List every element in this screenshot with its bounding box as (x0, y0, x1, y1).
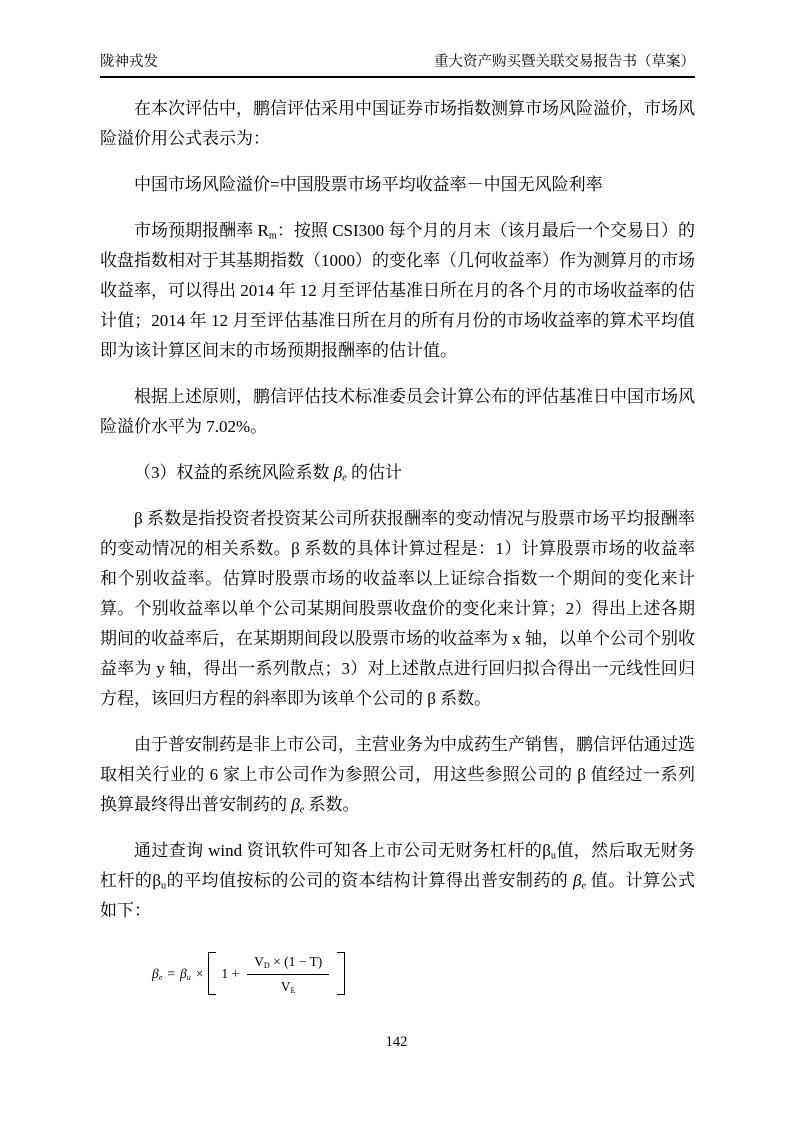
formula-lhs-beta-e: $\beta_e$ (152, 965, 163, 982)
formula-numerator: $V_D \times (1 - T)$ (247, 952, 329, 975)
heading-beta-estimation: （3）权益的系统风险系数 $\beta_e$ 的估计 (134, 463, 402, 484)
paragraph-expected-market-return: 市场预期报酬率 $R_m$：按照 CSI300 每个月的月末（该月最后一个交易日）的收盘指数相对于其基期指数（1000）的变化率（几何收益率）作为测算月的市场收益率，可以得出 2014 年 12 月至评估基准日所在月的各个月的市场收益率的估计值；2014 年 12 月至评估基准日所在月的所有月份的市场收益率的算术平均值即为该计算区间末的市场预期报酬率的估计值。 (100, 221, 695, 360)
header-company-name: 陇神戎发 (100, 54, 158, 70)
paragraph-risk-premium-intro: 在本次评估中，鹏信评估采用中国证券市场指数测算市场风险溢价，市场风险溢价用公式表示为： (100, 99, 695, 148)
formula-rhs-beta-u: $\beta_u$ (179, 965, 191, 982)
header-document-title: 重大资产购买暨关联交易报告书（草案） (434, 54, 695, 70)
formula-multiply-sign: × (195, 965, 204, 981)
formula-equals-sign: = (167, 965, 175, 981)
formula-right-bracket (337, 952, 345, 995)
paragraph-comparable-companies: 由于普安制药是非上市公司，主营业务为中成药生产销售，鹏信评估通过选取相关行业的 6 家上市公司作为参照公司，用这些参照公司的 β 值经过一系列换算最终得出普安制药的 $\beta_e$ 系数。 (100, 735, 695, 816)
formula-fraction (247, 952, 329, 995)
page-number: 142 (385, 1034, 408, 1050)
document-content (100, 94, 695, 995)
paragraph-risk-premium-result: 根据上述原则，鹏信评估技术标准委员会计算公布的评估基准日中国市场风险溢价水平为 7.02%。 (100, 387, 695, 436)
formula-left-bracket (208, 952, 216, 995)
formula-denominator: $V_E$ (280, 979, 296, 996)
formula-one-plus: 1 + (221, 965, 240, 981)
page-header (100, 50, 695, 78)
paragraph-beta-definition: β 系数是指投资者投资某公司所获报酬率的变动情况与股票市场平均报酬率的变动情况的相关系数。β 系数的具体计算过程是：1）计算股票市场的收益率和个别收益率。估算时股票市场的收益率以上证综合指数一个期间的变化来计算。个别收益率以单个公司某期间股票收盘价的变化来计算；2）得出上述各期期间的收益率后，在某期期间段以股票市场的收益率为 x 轴，以单个公司个别收益率为 y 轴，得出一系列散点；3）对上述散点进行回归拟合得出一元线性回归方程，该回归方程的斜率即为该单个公司的 β 系数。 (100, 509, 695, 708)
beta-conversion-formula (152, 952, 695, 995)
paragraph-wind-beta-calculation: 通过查询 wind 资讯软件可知各上市公司无财务杠杆的$\beta_u$值，然后取无财务杠杆的$\beta_u$的平均值按标的公司的资本结构计算得出普安制药的 $\beta_e$ 值。计算公式如下： (100, 841, 696, 920)
paragraph-risk-premium-formula: 中国市场风险溢价=中国股票市场平均收益率－中国无风险利率 (134, 175, 603, 194)
